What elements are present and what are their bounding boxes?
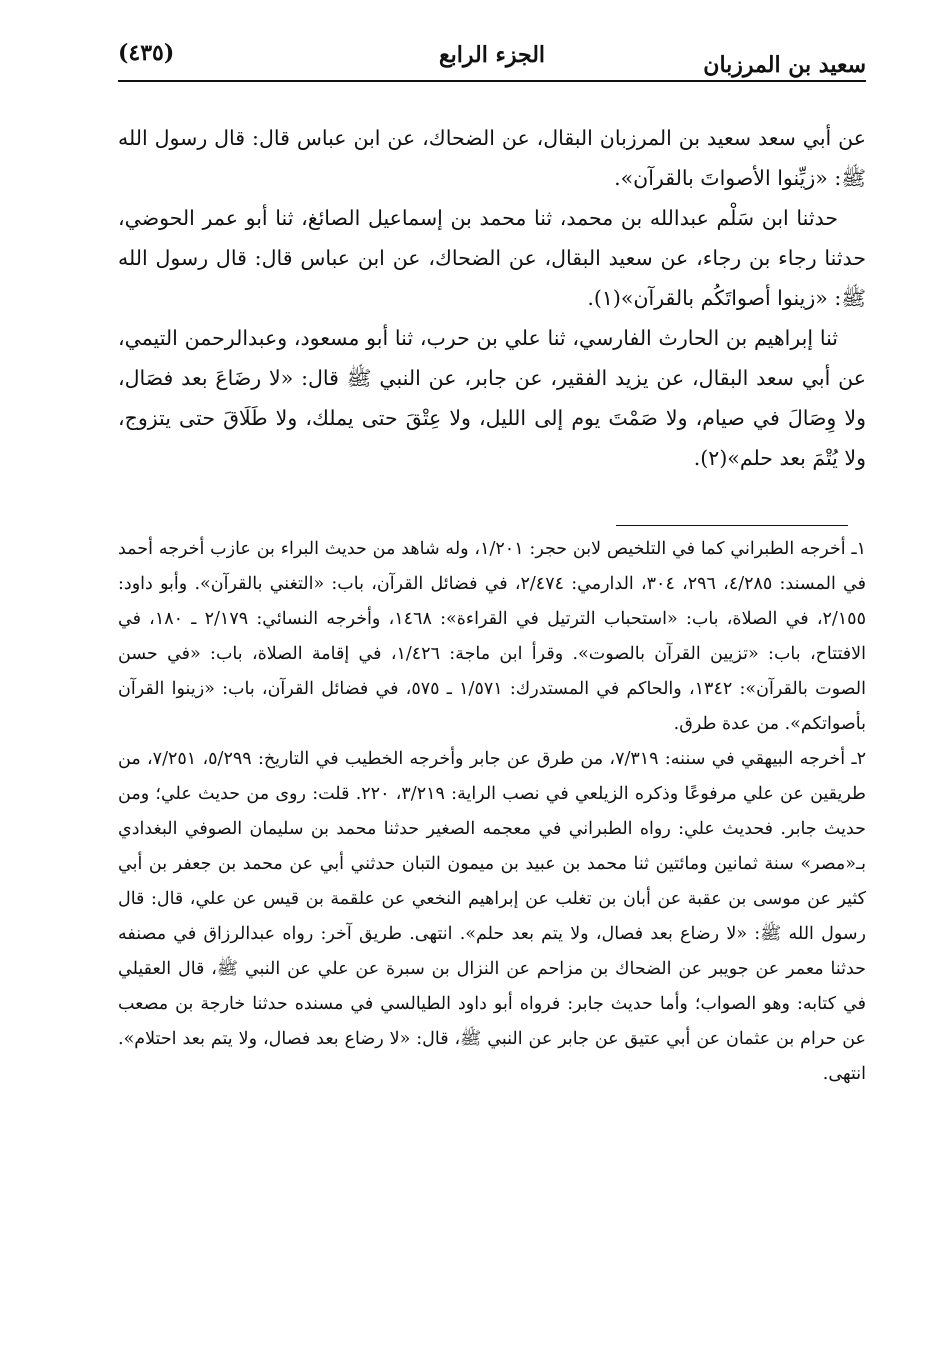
volume-label: الجزء الرابع [438,42,546,68]
footnotes [118,532,866,1092]
footnote-1 [118,532,866,742]
main-paragraph: حدثنا ابن سَلْم عبدالله بن محمد، ثنا محمد بن إسماعيل الصائغ، ثنا أبو عمر الحوضي، حدثنا رجاء بن رجاء، عن سعيد البقال، عن الضحاك، عن ابن عباس قال: قال رسول الله ﷺ: «زينوا أصواتَكُم بالقرآن»(١). [118,206,866,310]
page-header [118,38,866,76]
footnote-text: أخرجه البيهقي في سننه: ٧/٣١٩، من طرق عن جابر وأخرجه الخطيب في التاريخ: ٥/٢٩٩، ٧/٢٥١، من طريقين عن علي مرفوعًا وذكره الزيلعي في نصب الراية: ٣/٢١٩، ٢٢٠. قلت: روى من حديث علي؛ ومن حديث جابر. فحديث علي: رواه الطبراني في معجمه الصغير حدثنا محمد بن سليمان الصوفي البغدادي بـ«مصر» سنة ثمانين ومائتين ثنا محمد بن عبيد بن ميمون التبان حدثني أبي عن محمد بن جعفر بن أبي كثير عن موسى بن عقبة عن أبان بن تغلب عن إبراهيم النخعي عن علقمة بن قيس عن علي، قال: قال رسول الله ﷺ: «لا رضاع بعد فصال، ولا يتم بعد حلم». انتهى. طريق آخر: رواه عبدالرزاق في مصنفه حدثنا معمر عن جويبر عن الضحاك بن مزاحم عن النزال بن سبرة عن علي عن النبي ﷺ، قال العقيلي في كتابه: وهو الصواب؛ وأما حديث جابر: فرواه أبو داود الطيالسي في مسنده حدثنا خارجة بن مصعب عن حرام بن عثمان عن أبي عتيق عن جابر عن النبي ﷺ، قال: «لا رضاع بعد فصال، ولا يتم بعد احتلام». انتهى. [118,749,867,1084]
footnote-text: أخرجه الطبراني كما في التلخيص لابن حجر: ١/٢٠١، وله شاهد من حديث البراء بن عازب أخرجه أحمد في المسند: ٤/٢٨٥، ٢٩٦، ٣٠٤، الدارمي: ٢/٤٧٤، في فضائل القرآن، باب: «التغني بالقرآن». وأبو داود: ٢/١٥٥، في الصلاة، باب: «استحباب الترتيل في القراءة»: ١٤٦٨، وأخرجه النسائي: ٢/١٧٩ ـ ١٨٠، في الافتتاح، باب: «تزيين القرآن بالصوت». وقرأ ابن ماجة: ١/٤٢٦، في إقامة الصلاة، باب: «في حسن الصوت بالقرآن»: ١٣٤٢، والحاكم في المستدرك: ١/٥٧١ ـ ٥٧٥، في فضائل القرآن، باب: «زينوا القرآن بأصواتكم». من عدة طرق. [118,539,867,734]
footnote-2 [118,742,866,1092]
footnote-separator [616,525,848,526]
book-title: سعيد بن المرزبان [703,52,866,78]
main-paragraph: ثنا إبراهيم بن الحارث الفارسي، ثنا علي بن حرب، ثنا أبو مسعود، وعبدالرحمن التيمي، عن أبي سعد البقال، عن يزيد الفقير، عن جابر، عن النبي ﷺ قال: «لا رضَاعَ بعد فصَال، ولا وِصَالَ في صيام، ولا صَمْتَ يوم إلى الليل، ولا عِتْقَ حتى يملك، ولا طَلَاقَ حتى يتزوج، ولا يُتْمَ بعد حلم»(٢). [118,326,866,470]
footnote-number: ٢ـ [851,749,866,769]
header-rule [118,80,866,82]
page-number: (٤٣٥) [118,40,175,66]
main-paragraph: عن أبي سعد سعيد بن المرزبان البقال، عن الضحاك، عن ابن عباس قال: قال رسول الله ﷺ: «زيِّنوا الأصواتَ بالقرآن». [118,126,866,190]
main-text [118,118,866,478]
footnote-number: ١ـ [851,539,866,559]
